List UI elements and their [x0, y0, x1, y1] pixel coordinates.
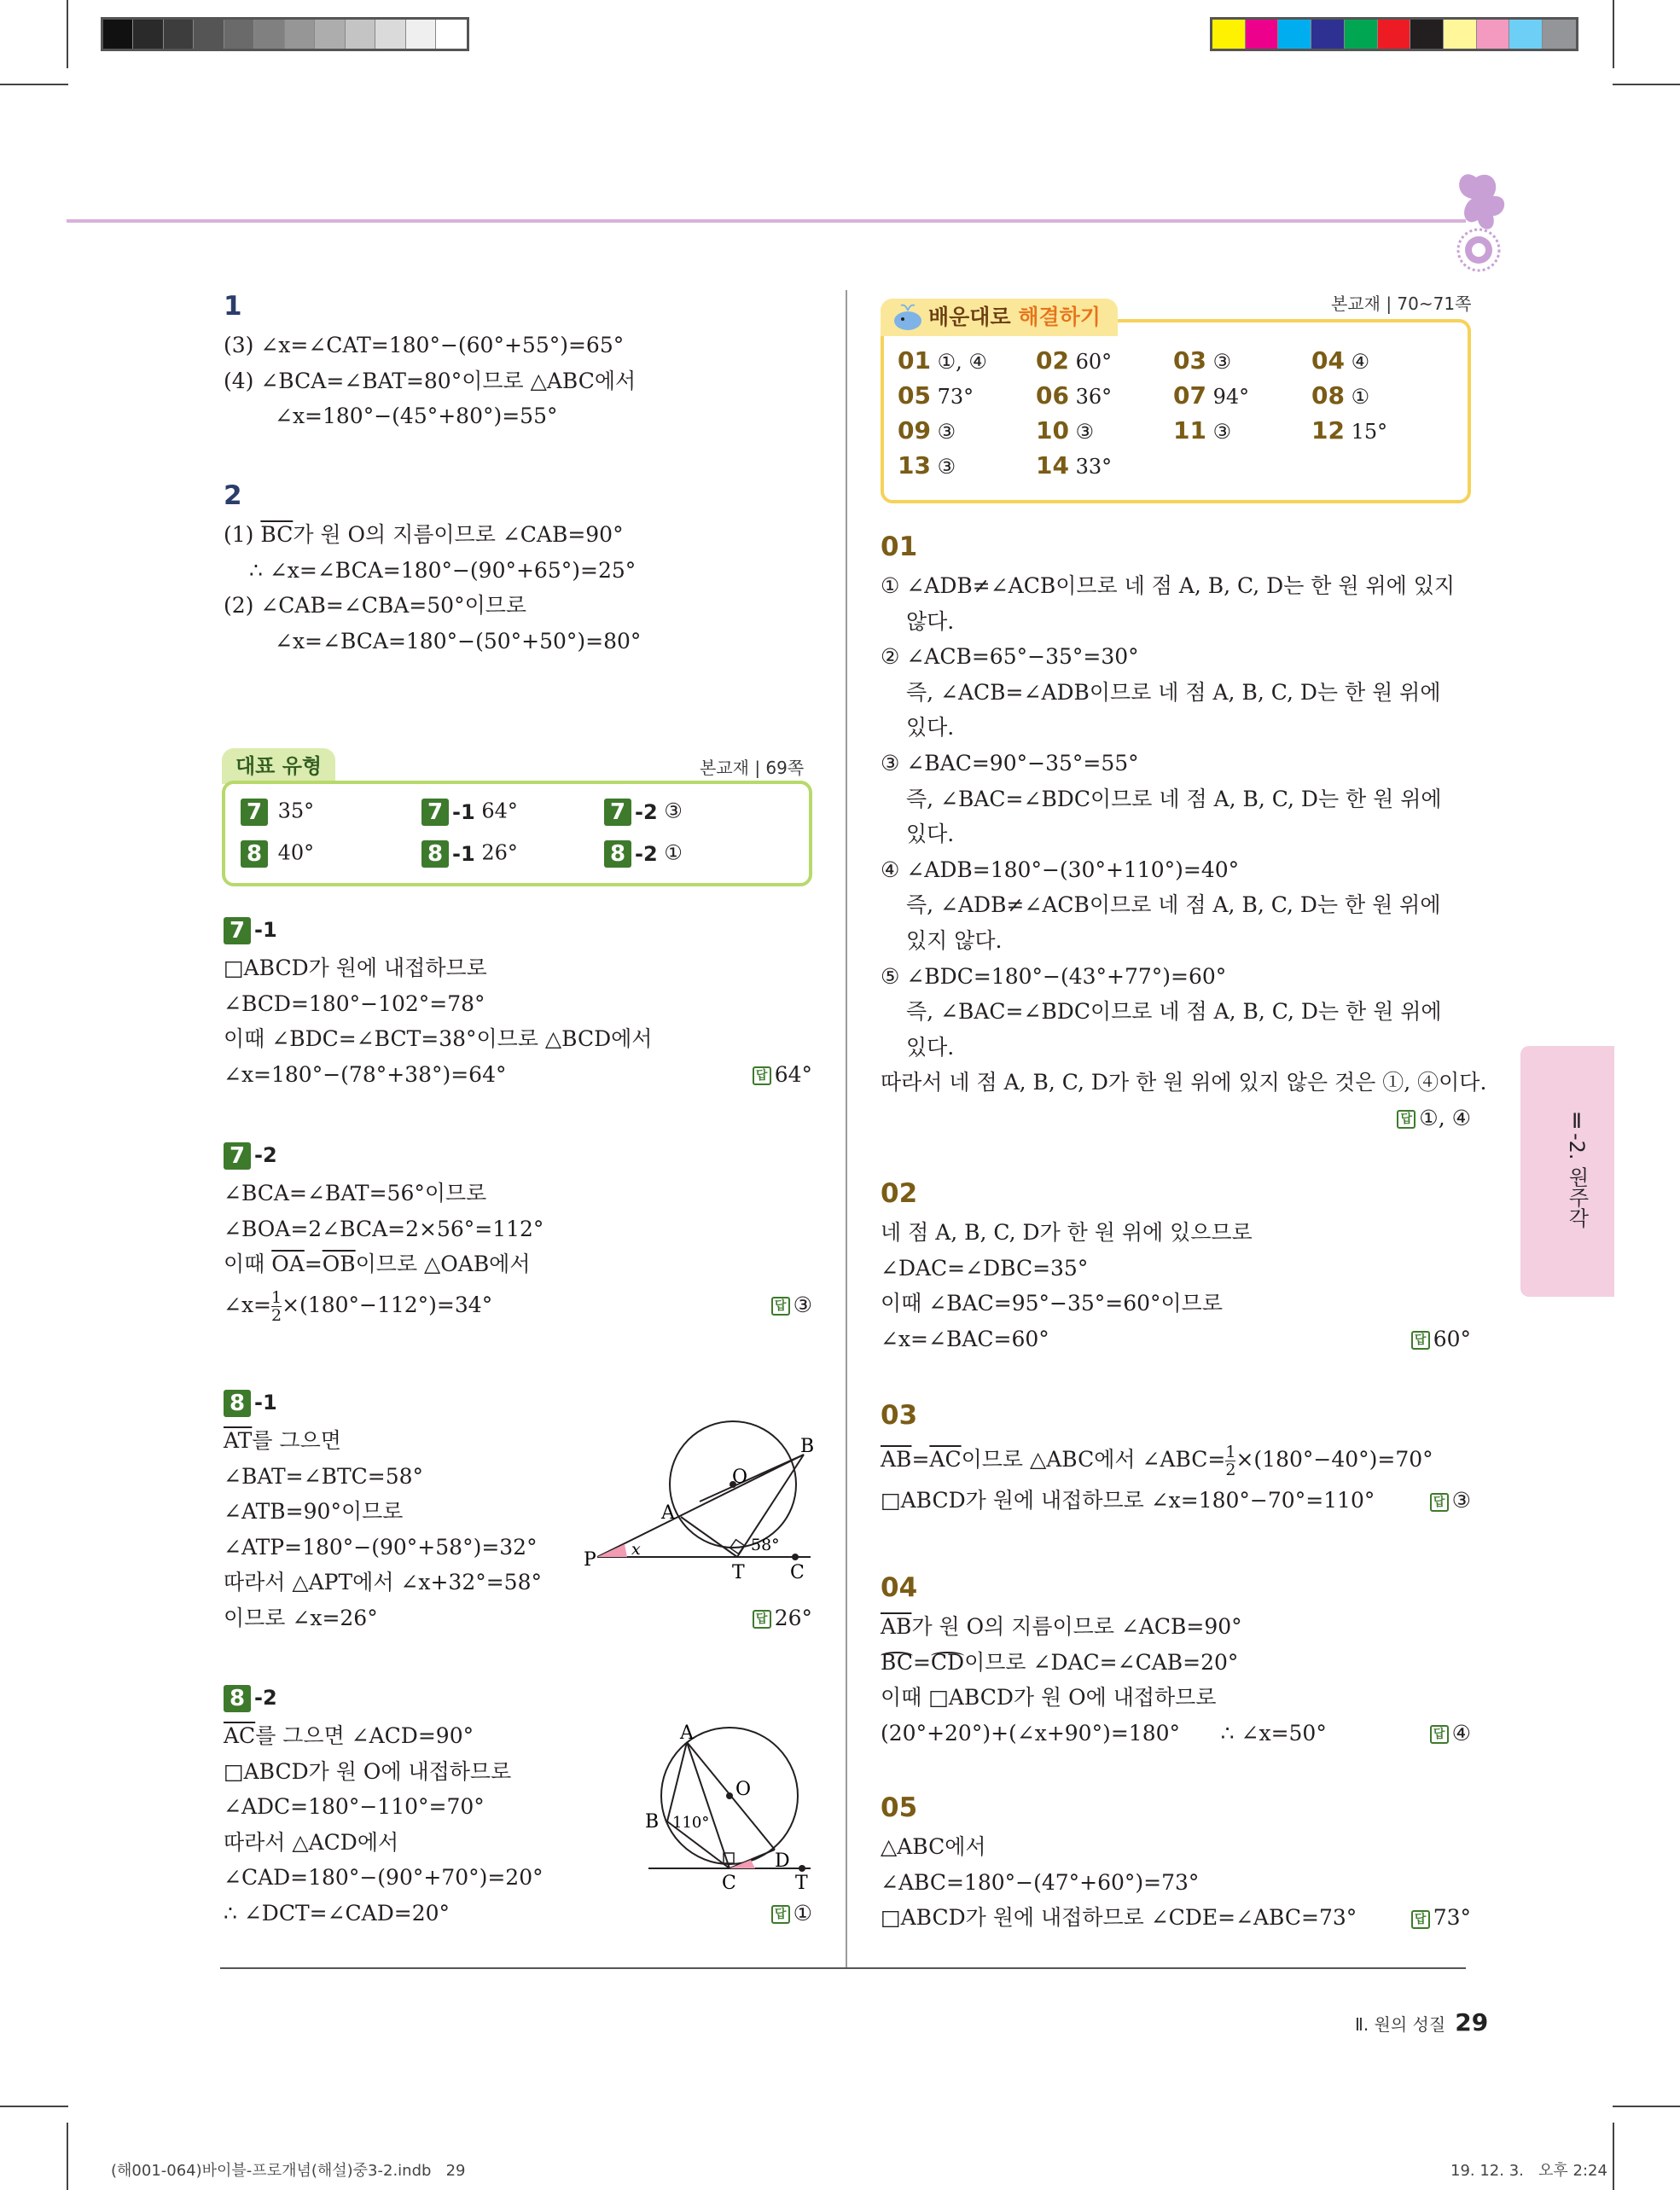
- label-b: B: [645, 1811, 660, 1833]
- grayscale-bar: [101, 17, 469, 51]
- color-swatch: [346, 20, 375, 49]
- answer-item: [1311, 381, 1369, 410]
- section-number: 03: [881, 1400, 918, 1431]
- solution-line: 있지 않다.: [906, 927, 1003, 953]
- question-number: 09: [898, 416, 931, 444]
- question-number: 05: [898, 381, 931, 410]
- solution-03: [881, 1394, 1471, 1519]
- color-swatch: [103, 20, 133, 49]
- label-t: T: [795, 1873, 808, 1894]
- rep-answer: 7 35°: [241, 799, 314, 826]
- solution-line: ∠BCA=∠BAT=56°이므로: [224, 1181, 487, 1205]
- color-swatch: [224, 20, 254, 49]
- label-x: x: [631, 1540, 641, 1559]
- rep-answer: 7 -2 ③: [604, 799, 683, 826]
- section-number: 2: [224, 480, 242, 511]
- question-number: 07: [1173, 381, 1206, 410]
- answer-item: [898, 416, 956, 444]
- fraction: $\frac{1}{2}$: [271, 1287, 282, 1325]
- figure-8-1: [580, 1416, 819, 1587]
- solution-line: ∠CAD=180°−(90°+70°)=20°: [224, 1865, 544, 1891]
- color-swatch: [1410, 20, 1444, 49]
- answer: 답 ③: [771, 1282, 812, 1328]
- solution-line: $\overline{AT}$를 그으면: [224, 1428, 341, 1453]
- solution-line: ① ∠ADB≠∠ACB이므로 네 점 A, B, C, D는 한 원 위에 있지: [881, 573, 1456, 598]
- crop-mark: [0, 2106, 68, 2107]
- solution-line: □ABCD가 원에 내접하므로 ∠x=180°−70°=110° 답 ③: [881, 1483, 1471, 1519]
- solution-line: (4) ∠BCA=∠BAT=80°이므로 △ABC에서: [224, 368, 637, 393]
- color-swatch: [194, 20, 224, 49]
- answer-value: ③: [1075, 420, 1095, 444]
- solution-line: ∠BAT=∠BTC=58°: [224, 1463, 424, 1489]
- question-number: 06: [1036, 381, 1069, 410]
- answer-value: ③: [937, 420, 956, 444]
- problem-7-2: [224, 1136, 812, 1328]
- file-info: (해001-064)바이블-프로개념(해설)중3-2.indb 29: [111, 2162, 466, 2180]
- answer-icon: 답: [753, 1066, 771, 1085]
- solution-line: (20°+20°)+(∠x+90°)=180° ∴ ∠x=50° 답 ④: [881, 1716, 1471, 1751]
- solution-line: ∠ADC=180°−110°=70°: [224, 1794, 485, 1820]
- answer-item: [1036, 416, 1094, 444]
- column-divider: [846, 290, 847, 1969]
- solution-line: 이때 ∠BDC=∠BCT=38°이므로 △BCD에서: [224, 1026, 653, 1052]
- rep-answer: 8 -1 26°: [421, 840, 518, 868]
- answer-item: [898, 346, 987, 375]
- solution-line: 있다.: [906, 1034, 955, 1060]
- solution-line: ∠ATB=90°이므로: [224, 1499, 404, 1525]
- crop-mark: [1613, 2106, 1680, 2107]
- answer: 답 64°: [753, 1057, 812, 1093]
- representative-type-tab: 대표 유형: [222, 748, 335, 784]
- problem-label: 7 -1: [224, 911, 812, 950]
- solution-04: [881, 1566, 1471, 1751]
- solution-line: [881, 1101, 1471, 1136]
- answer-icon: 답: [1411, 1910, 1430, 1929]
- color-swatch: [133, 20, 163, 49]
- solution-line: ∠x=∠BAC=60° 답 60°: [881, 1322, 1471, 1357]
- answer-item: [1173, 381, 1249, 410]
- answer-item: [898, 451, 956, 479]
- representative-type-box: [222, 781, 812, 886]
- rep-answer: 8 -2 ①: [604, 840, 683, 868]
- question-number: 10: [1036, 416, 1069, 444]
- label-angle: 58°: [751, 1536, 780, 1554]
- rep-answer: 8 40°: [241, 840, 314, 868]
- solution-line: 있다.: [906, 822, 955, 847]
- color-swatch: [1278, 20, 1311, 49]
- answer-item: [1173, 416, 1231, 444]
- color-swatch: [315, 20, 345, 49]
- arc-label: BC: [881, 1649, 913, 1675]
- solution-line: ④ ∠ADB=180°−(30°+110°)=40°: [881, 857, 1240, 882]
- whale-icon: [891, 302, 923, 333]
- label-c: C: [722, 1873, 736, 1894]
- answer-item: [1036, 381, 1112, 410]
- answer: 답 ①: [771, 1896, 812, 1931]
- answer-value: 33°: [1075, 455, 1113, 479]
- label-d: D: [775, 1850, 790, 1872]
- textbook-reference: 본교재 | 70~71쪽: [1331, 293, 1472, 314]
- solution-line: 이므로 ∠x=26° 답 26°: [224, 1600, 812, 1636]
- color-swatch: [406, 20, 436, 49]
- section-number: 05: [881, 1792, 918, 1823]
- solution-line: $\overline{AB}=\overline{AC}$이므로 △ABC에서 ∠ABC= $\frac{1}{2}$ ×(180°−40°)=70°: [881, 1443, 1433, 1479]
- solution-line: □ABCD가 원에 내접하므로 ∠CDE=∠ABC=73° 답 73°: [881, 1900, 1471, 1936]
- solution-line: ∠x=180°−(78°+38°)=64° 답 64°: [224, 1057, 812, 1093]
- question-number: 08: [1311, 381, 1345, 410]
- answer: 답 73°: [1411, 1900, 1471, 1936]
- section-number: 04: [881, 1572, 918, 1603]
- solution-line: BC =CD 이므로 ∠DAC=∠CAB=20°: [881, 1649, 1239, 1675]
- solution-line: (2) ∠CAB=∠CBA=50°이므로: [224, 593, 527, 619]
- solution-2: [224, 474, 812, 659]
- fraction: $\frac{1}{2}$: [1225, 1443, 1236, 1479]
- print-date: 19. 12. 3. 오후 2:24: [1450, 2162, 1607, 2180]
- color-swatch: [285, 20, 315, 49]
- label-angle: 110°: [672, 1814, 710, 1832]
- solution-05: [881, 1786, 1471, 1936]
- solution-line: ∠ABC=180°−(47°+60°)=73°: [881, 1869, 1200, 1895]
- question-number: 01: [898, 346, 931, 375]
- question-number: 02: [1036, 346, 1069, 375]
- answer-value: ①, ④: [937, 350, 987, 374]
- answer: 답 ①, ④: [1397, 1101, 1471, 1136]
- question-number: 12: [1311, 416, 1345, 444]
- answer-item: [1036, 451, 1112, 479]
- page-number: 29: [1455, 2008, 1489, 2036]
- color-swatch: [254, 20, 284, 49]
- solution-line: ③ ∠BAC=90°−35°=55°: [881, 750, 1139, 776]
- solution-line: 네 점 A, B, C, D가 한 원 위에 있으므로: [881, 1220, 1253, 1245]
- label-a: A: [680, 1723, 694, 1744]
- answer-icon: 답: [771, 1297, 790, 1316]
- solution-line: ∠ATP=180°−(90°+58°)=32°: [224, 1534, 538, 1560]
- problem-7-1: [224, 911, 812, 1092]
- question-number: 13: [898, 451, 931, 479]
- label-o: O: [732, 1467, 748, 1488]
- crop-mark: [67, 0, 68, 68]
- label-b: B: [800, 1436, 815, 1457]
- solution-line: □ABCD가 원에 내접하므로: [224, 956, 487, 980]
- section-number: 01: [881, 532, 918, 562]
- answer-summary-tab: [881, 299, 1118, 336]
- flower-ornament-icon: [1442, 160, 1510, 276]
- color-swatch: [1212, 20, 1246, 49]
- label-a: A: [661, 1502, 675, 1524]
- color-swatch: [1378, 20, 1411, 49]
- answer-item: [1036, 346, 1112, 375]
- section-number: 02: [881, 1178, 918, 1209]
- color-swatch: [1509, 20, 1543, 49]
- answer-item: [1173, 346, 1231, 375]
- answer-item: [1311, 416, 1387, 444]
- answer-value: 60°: [1075, 350, 1113, 374]
- chapter-side-label: Ⅱ-2. 원주각: [1565, 1109, 1589, 1229]
- answer-item: [1311, 346, 1369, 375]
- textbook-reference: 본교재 | 69쪽: [700, 758, 805, 778]
- solution-line: 즉, ∠BAC=∠BDC이므로 네 점 A, B, C, D는 한 원 위에: [906, 786, 1442, 811]
- solution-line: △ABC에서: [881, 1834, 986, 1859]
- solution-line: (3) ∠x=∠CAT=180°−(60°+55°)=65°: [224, 333, 625, 357]
- answer-icon: 답: [1430, 1493, 1449, 1512]
- crop-mark: [1613, 2123, 1614, 2190]
- solution-01: [881, 526, 1487, 1136]
- solution-line: $\overline{AC}$를 그으면 ∠ACD=90°: [224, 1723, 474, 1748]
- problem-label: 8 -2: [224, 1679, 812, 1718]
- solution-line: □ABCD가 원 O에 내접하므로: [224, 1758, 512, 1784]
- crop-mark: [1613, 0, 1614, 68]
- answer: 답 ③: [1430, 1483, 1471, 1519]
- answer-icon: 답: [1430, 1725, 1449, 1744]
- answer-value: 36°: [1075, 385, 1113, 409]
- answer-icon: 답: [1411, 1331, 1430, 1350]
- rep-answer: 7 -1 64°: [421, 799, 518, 826]
- solution-line: ② ∠ACB=65°−35°=30°: [881, 644, 1139, 670]
- answer-value: ①: [1351, 385, 1370, 409]
- crop-mark: [67, 2123, 68, 2190]
- answer: 답 ④: [1430, 1716, 1471, 1751]
- figure-8-2: [631, 1723, 828, 1894]
- answer-icon: 답: [771, 1905, 790, 1924]
- problem-label: 8 -1: [224, 1384, 812, 1423]
- section-number: 1: [224, 291, 242, 322]
- solution-1: [224, 285, 812, 434]
- question-number: 14: [1036, 451, 1069, 479]
- solution-line: ∠DAC=∠DBC=35°: [881, 1255, 1089, 1281]
- answer-value: ③: [937, 455, 956, 479]
- answer-icon: 답: [1397, 1110, 1416, 1129]
- color-swatch: [1246, 20, 1279, 49]
- footer-rule: [220, 1967, 1466, 1969]
- question-number: 03: [1173, 346, 1206, 375]
- arc-label: CD: [930, 1649, 965, 1675]
- solution-line: 이때 □ABCD가 원 O에 내접하므로: [881, 1685, 1217, 1711]
- problem-label: 7 -2: [224, 1136, 812, 1176]
- solution-line: 즉, ∠BAC=∠BDC이므로 네 점 A, B, C, D는 한 원 위에: [906, 999, 1442, 1025]
- solution-line: 이때 ∠BAC=95°−35°=60°이므로: [881, 1291, 1223, 1316]
- crop-mark: [0, 84, 68, 85]
- solution-line: ∠BCD=180°−102°=78°: [224, 990, 485, 1016]
- header-rule: [67, 219, 1466, 223]
- solution-line: ∠x= $\frac{1}{2}$ ×(180°−112°)=34° 답 ③: [224, 1282, 812, 1328]
- solution-line: (1) $\overline{BC}$가 원 O의 지름이므로 ∠CAB=90°: [224, 522, 624, 547]
- solution-line: 따라서 △ACD에서: [224, 1829, 399, 1855]
- solution-line: 따라서 네 점 A, B, C, D가 한 원 위에 있지 않은 것은 ①, ④이다.: [881, 1070, 1487, 1095]
- answer: 답 26°: [753, 1600, 812, 1636]
- solution-line: ∴ ∠x=∠BCA=180°−(90°+65°)=25°: [249, 557, 637, 583]
- color-swatch: [1444, 20, 1477, 49]
- tab-label: 배운대로: [928, 305, 1019, 329]
- color-swatch: [1345, 20, 1378, 49]
- solution-line: 있다.: [906, 715, 955, 741]
- solution-line: ∠x=180°−(45°+80°)=55°: [275, 404, 558, 429]
- color-swatch: [164, 20, 194, 49]
- color-swatch: [1543, 20, 1576, 49]
- question-number: 04: [1311, 346, 1345, 375]
- answer-value: 15°: [1351, 420, 1388, 444]
- color-swatch: [1477, 20, 1510, 49]
- solution-line: 즉, ∠ADB≠∠ACB이므로 네 점 A, B, C, D는 한 원 위에: [906, 892, 1441, 918]
- color-bar: [1210, 17, 1578, 51]
- label-o: O: [735, 1779, 752, 1800]
- solution-line: 이때 $\overline{OA}=\overline{OB}$이므로 △OAB에서: [224, 1252, 531, 1277]
- solution-line: $\overline{AB}$가 원 O의 지름이므로 ∠ACB=90°: [881, 1614, 1242, 1639]
- answer-value: ③: [1212, 350, 1232, 374]
- color-swatch: [375, 20, 405, 49]
- answer-value: ④: [1351, 350, 1370, 374]
- solution-line: ∴ ∠DCT=∠CAD=20° 답 ①: [224, 1896, 812, 1931]
- color-swatch: [436, 20, 466, 49]
- solution-line: 않다.: [906, 608, 955, 634]
- page-footer: [1355, 2008, 1489, 2036]
- crop-mark: [1613, 84, 1680, 85]
- chapter-label: Ⅱ. 원의 성질: [1355, 2014, 1446, 2035]
- solution-line: ⑤ ∠BDC=180°−(43°+77°)=60°: [881, 963, 1227, 989]
- answer-value: ③: [1212, 420, 1232, 444]
- label-c: C: [790, 1562, 805, 1583]
- label-p: P: [584, 1549, 596, 1571]
- color-swatch: [1311, 20, 1345, 49]
- answer-value: 94°: [1212, 385, 1250, 409]
- answer: 답 60°: [1411, 1322, 1471, 1357]
- solution-line: ∠BOA=2∠BCA=2×56°=112°: [224, 1216, 544, 1241]
- solution-02: [881, 1172, 1471, 1356]
- answer-item: [898, 381, 974, 410]
- label-t: T: [732, 1562, 745, 1583]
- tab-label-highlight: 해결하기: [1018, 305, 1101, 329]
- solution-line: 따라서 △APT에서 ∠x+32°=58°: [224, 1570, 542, 1595]
- solution-line: 즉, ∠ACB=∠ADB이므로 네 점 A, B, C, D는 한 원 위에: [906, 679, 1441, 705]
- answer-value: 73°: [937, 385, 974, 409]
- solution-line: ∠x=∠BCA=180°−(50°+50°)=80°: [275, 628, 642, 654]
- question-number: 11: [1173, 416, 1206, 444]
- answer-icon: 답: [753, 1610, 771, 1629]
